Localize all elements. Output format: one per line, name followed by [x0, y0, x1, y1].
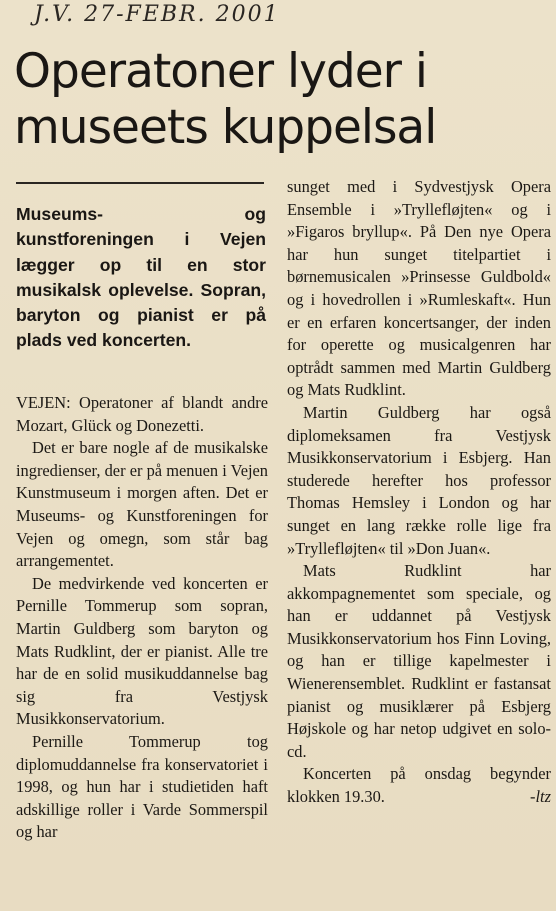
paragraph: De medvirkende ved koncerten er Pernille Tommerup som sopran, Martin Guldberg som baryton og Mats Rudklint, der er pianist. Alle tre har de en solid musikuddannelse bag sig fra Vestjysk Musikkonservatorium. [16, 573, 268, 729]
article-intro: Museums- og kunstforeningen i Vejen lægger op til en stor musikalsk oplevelse. Sopran, baryton og pianist er på plads ved koncerten. [16, 204, 266, 351]
divider-rule [16, 182, 264, 184]
paragraph: Mats Rudklint har akkompagnementet som speciale, og han er uddannet på Vestjysk Musikkonservatorium hos Finn Loving, og han er tillige kapelmester i Wienerensemblet. Rudklint er fastansat pianist og musiklærer på Esbjerg Højskole og har netop udgivet en solo-cd. [287, 561, 551, 761]
handwritten-date-note: J.V. 27-FEBR. 2001 [34, 2, 280, 27]
paragraph: Pernille Tommerup tog diplomuddannelse fra konservatoriet i 1998, og hun har i studietiden haft adskillige roller i Varde Sommerspil og har [16, 731, 268, 842]
article-headline [14, 44, 544, 156]
closing-text: Koncerten på onsdag begynder klokken 19.30. [287, 764, 551, 807]
headline-line-1: Operatoner lyder i [14, 44, 427, 99]
right-column [287, 176, 551, 809]
paragraph: Det er bare nogle af de musikalske ingredienser, der er på menuen i Vejen Kunstmuseum i morgen aften. Det er Museums- og Kunstforeningen for Vejen og omegn, som står bag arrangementet. [16, 438, 268, 571]
byline: -ltz [530, 787, 551, 807]
left-column [16, 392, 268, 844]
headline-line-2: museets kuppelsal [14, 100, 437, 155]
paragraph: VEJEN: Operatoner af blandt andre Mozart, Glück og Donezetti. [16, 393, 268, 435]
paragraph: Martin Guldberg har også diplomeksamen fra Vestjysk Musikkonservatorium i Esbjerg. Han studerede herefter hos professor Thomas Hemsley i London og har sunget en lang række rolle lige fra »Tryllefløjten« til »Don Juan«. [287, 402, 551, 558]
paragraph: sunget med i Sydvestjysk Opera Ensemble i »Tryllefløjten« og i »Figaros bryllup«. På Den nye Opera har hun sunget titelpartiet i børnemusicalen »Prinsesse Guldbold« og i hovedrollen i »Rumleskaft«. Hun er en erfaren koncertsanger, der inden for operette og musicalgenren har optrådt sammen med Martin Guldberg og Mats Rudklint. [287, 177, 551, 400]
paragraph-closing [287, 763, 551, 808]
